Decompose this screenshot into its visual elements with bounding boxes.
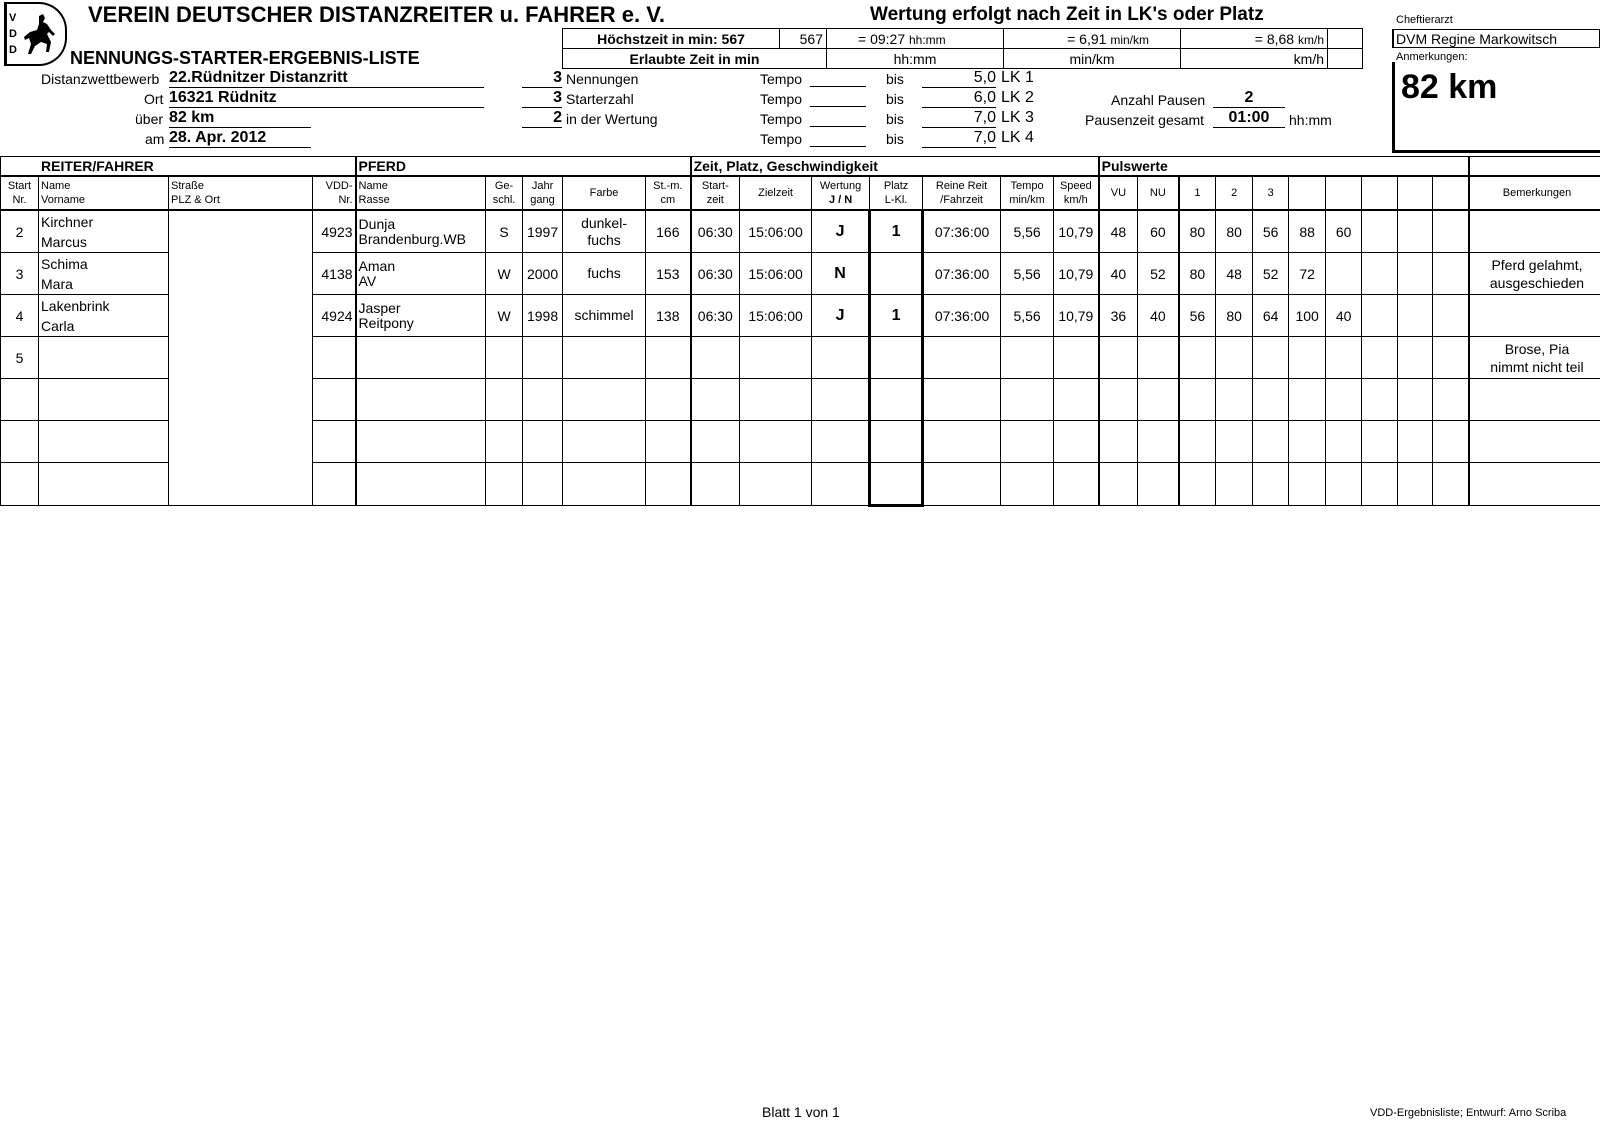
horse-color	[563, 463, 646, 506]
horse-year	[523, 463, 563, 506]
maxtime-hhmm: = 09:27	[858, 30, 906, 47]
col-strasse: Straße PLZ & Ort	[169, 176, 313, 210]
puls-cell	[1216, 463, 1253, 506]
horse-height: 138	[646, 295, 691, 337]
puls-cell	[1398, 295, 1433, 337]
puls-cell	[1398, 253, 1433, 295]
remarks: Brose, Pia nimmt nicht teil	[1469, 337, 1600, 379]
bewerb-value: 22.Rüdnitzer Distanzritt	[169, 69, 484, 88]
puls-cell: 60	[1138, 210, 1179, 253]
puls-cell	[1326, 337, 1362, 379]
finish-time	[740, 421, 812, 463]
ort-value: 16321 Rüdnitz	[169, 89, 484, 108]
vdd-nr: 4138	[313, 253, 356, 295]
col-puls-2: 2	[1216, 176, 1253, 210]
puls-cell	[1099, 337, 1138, 379]
puls-cell	[1398, 337, 1433, 379]
maxtime-table	[562, 28, 1363, 69]
start-nr	[1, 379, 39, 421]
bis-label: bis	[886, 71, 904, 87]
start-nr	[1, 421, 39, 463]
puls-cell: 40	[1099, 253, 1138, 295]
col-vu: VU	[1099, 176, 1138, 210]
tempo-value: 5,56	[1001, 210, 1054, 253]
remarks	[1469, 463, 1600, 506]
puls-cell	[1253, 337, 1289, 379]
tempo-value	[1001, 379, 1054, 421]
tempo-value	[1001, 463, 1054, 506]
speed-value	[1054, 379, 1099, 421]
riding-time	[923, 463, 1001, 506]
wertung-value	[812, 379, 870, 421]
vdd-nr: 4924	[313, 295, 356, 337]
bis-label: bis	[886, 131, 904, 147]
col-speed: Speed km/h	[1054, 176, 1099, 210]
unit-label: km/h	[1297, 32, 1324, 47]
puls-cell	[1253, 463, 1289, 506]
tempo-value	[1001, 421, 1054, 463]
col-stm: St.-m. cm	[646, 176, 691, 210]
puls-cell	[1179, 379, 1216, 421]
col-pferd-name: Name Rasse	[356, 176, 486, 210]
tempo-value	[1001, 337, 1054, 379]
horse-color	[563, 337, 646, 379]
puls-cell	[1362, 337, 1398, 379]
rider-name	[39, 379, 169, 421]
puls-cell: 60	[1326, 210, 1362, 253]
distance-value: 82 km	[1401, 68, 1498, 106]
puls-cell	[1099, 379, 1138, 421]
rider-name	[39, 337, 169, 379]
puls-cell	[1362, 210, 1398, 253]
horse-name	[356, 379, 486, 421]
remarks	[1469, 210, 1600, 253]
puls-cell	[1433, 337, 1469, 379]
puls-cell: 36	[1099, 295, 1138, 337]
puls-cell	[1138, 463, 1179, 506]
puls-cell: 72	[1289, 253, 1326, 295]
puls-cell	[1433, 463, 1469, 506]
puls-cell	[1433, 295, 1469, 337]
puls-cell	[1138, 379, 1179, 421]
platz-value	[870, 253, 923, 295]
start-nr: 4	[1, 295, 39, 337]
puls-cell	[1289, 337, 1326, 379]
unit-label: hh:mm	[827, 49, 1004, 69]
allowed-time-label: Erlaubte Zeit in min	[563, 49, 827, 69]
platz-value: 1	[870, 295, 923, 337]
maxtime-value: 567	[780, 29, 827, 49]
puls-cell	[1179, 463, 1216, 506]
puls-cell: 80	[1179, 210, 1216, 253]
horse-name: Jasper Reitpony	[356, 295, 486, 337]
start-time: 06:30	[691, 210, 740, 253]
horse-sex	[486, 463, 523, 506]
vdd-nr	[313, 379, 356, 421]
riding-time: 07:36:00	[923, 210, 1001, 253]
horse-color: schimmel	[563, 295, 646, 337]
puls-cell: 40	[1326, 295, 1362, 337]
horse-rider-icon	[21, 12, 59, 56]
count-label: Nennungen	[566, 71, 639, 87]
rider-name: Lakenbrink Carla	[39, 295, 169, 337]
col-puls-1: 1	[1179, 176, 1216, 210]
bewerb-label: Distanzwettbewerb	[41, 71, 160, 87]
riding-time: 07:36:00	[923, 253, 1001, 295]
puls-cell	[1138, 421, 1179, 463]
start-time	[691, 379, 740, 421]
puls-cell: 100	[1289, 295, 1326, 337]
puls-cell	[1099, 421, 1138, 463]
puls-cell	[1398, 421, 1433, 463]
rider-name: Schima Mara	[39, 253, 169, 295]
puls-cell	[1099, 463, 1138, 506]
horse-name	[356, 421, 486, 463]
col-platz: Platz L-Kl.	[870, 176, 923, 210]
speed-value	[1054, 337, 1099, 379]
bis-label: bis	[886, 91, 904, 107]
count-label: in der Wertung	[566, 111, 658, 127]
wertung-value: J	[812, 210, 870, 253]
distance-box	[1392, 62, 1600, 153]
start-nr: 5	[1, 337, 39, 379]
horse-sex: W	[486, 295, 523, 337]
puls-cell	[1289, 421, 1326, 463]
riding-time: 07:36:00	[923, 295, 1001, 337]
speed-value: 10,79	[1054, 295, 1099, 337]
tempo-label: Tempo	[760, 91, 803, 107]
horse-sex: S	[486, 210, 523, 253]
horse-name: Dunja Brandenburg.WB	[356, 210, 486, 253]
puls-cell: 52	[1138, 253, 1179, 295]
horse-name	[356, 463, 486, 506]
puls-cell	[1398, 463, 1433, 506]
logo-letter: D	[9, 44, 17, 56]
puls-cell: 80	[1216, 295, 1253, 337]
count-value: 3	[522, 89, 562, 108]
unit-label: hh:mm	[909, 32, 946, 47]
vdd-nr	[313, 421, 356, 463]
col-start: Start Nr.	[1, 176, 39, 210]
am-value: 28. Apr. 2012	[169, 129, 311, 148]
tempo-value: 7,0	[922, 129, 996, 148]
col-name: Name Vorname	[39, 176, 169, 210]
group-puls: Pulswerte	[1099, 157, 1469, 177]
puls-cell: 48	[1216, 253, 1253, 295]
col-zielzeit: Zielzeit	[740, 176, 812, 210]
maxtime-label: Höchstzeit in min: 567	[563, 29, 780, 49]
puls-cell	[1326, 253, 1362, 295]
remarks	[1469, 295, 1600, 337]
finish-time	[740, 463, 812, 506]
horse-height: 153	[646, 253, 691, 295]
results-table	[0, 156, 1600, 507]
tempo-value: 5,56	[1001, 253, 1054, 295]
lk-label: LK 3	[1001, 109, 1034, 126]
puls-cell: 40	[1138, 295, 1179, 337]
group-pferd: PFERD	[356, 157, 691, 177]
col-tempo: Tempo min/km	[1001, 176, 1054, 210]
col-wertung: Wertung J / N	[812, 176, 870, 210]
puls-cell	[1398, 379, 1433, 421]
puls-cell	[1362, 295, 1398, 337]
list-title: NENNUNGS-STARTER-ERGEBNIS-LISTE	[70, 48, 420, 68]
pausen-gesamt-value: 01:00	[1213, 109, 1285, 128]
pausen-unit: hh:mm	[1289, 112, 1332, 128]
table-row	[1, 210, 1600, 253]
pausen-anzahl-value: 2	[1213, 89, 1285, 108]
puls-cell	[1362, 421, 1398, 463]
puls-cell: 80	[1216, 210, 1253, 253]
remarks	[1469, 421, 1600, 463]
puls-cell	[1179, 337, 1216, 379]
lk-label: LK 4	[1001, 129, 1034, 146]
col-startzeit: Start- zeit	[691, 176, 740, 210]
vdd-logo	[4, 2, 67, 66]
horse-sex: W	[486, 253, 523, 295]
horse-height: 166	[646, 210, 691, 253]
horse-color: dunkel- fuchs	[563, 210, 646, 253]
riding-time	[923, 337, 1001, 379]
speed-value: 10,79	[1054, 210, 1099, 253]
wertung-value	[812, 421, 870, 463]
horse-sex	[486, 337, 523, 379]
tempo-label: Tempo	[760, 111, 803, 127]
horse-name: Aman AV	[356, 253, 486, 295]
col-geschl: Ge- schl.	[486, 176, 523, 210]
finish-time	[740, 379, 812, 421]
vdd-nr: 4923	[313, 210, 356, 253]
start-time: 06:30	[691, 295, 740, 337]
platz-value	[870, 421, 923, 463]
wertung-title: Wertung erfolgt nach Zeit in LK's oder Platz	[870, 4, 1264, 25]
tempo-value: 6,0	[922, 89, 996, 108]
unit-label: min/km	[1110, 32, 1149, 47]
footer-credit: VDD-Ergebnisliste; Entwurf: Arno Scriba	[1370, 1107, 1567, 1119]
puls-cell	[1253, 421, 1289, 463]
horse-sex	[486, 421, 523, 463]
bis-label: bis	[886, 111, 904, 127]
wertung-value	[812, 337, 870, 379]
puls-cell	[1362, 379, 1398, 421]
tempo-value: 5,56	[1001, 295, 1054, 337]
wertung-value: J	[812, 295, 870, 337]
finish-time: 15:06:00	[740, 253, 812, 295]
tempo-label: Tempo	[760, 131, 803, 147]
remarks: Pferd gelahmt, ausgeschieden	[1469, 253, 1600, 295]
start-nr: 2	[1, 210, 39, 253]
ueber-value: 82 km	[169, 109, 311, 128]
horse-height	[646, 463, 691, 506]
puls-cell	[1326, 463, 1362, 506]
horse-sex	[486, 379, 523, 421]
horse-color: fuchs	[563, 253, 646, 295]
horse-color	[563, 379, 646, 421]
puls-cell	[1362, 253, 1398, 295]
wertung-value	[812, 463, 870, 506]
logo-letter: V	[9, 12, 17, 24]
remarks	[1469, 379, 1600, 421]
puls-cell: 56	[1179, 295, 1216, 337]
puls-cell	[1326, 379, 1362, 421]
platz-value	[870, 337, 923, 379]
rider-name: Kirchner Marcus	[39, 210, 169, 253]
finish-time: 15:06:00	[740, 210, 812, 253]
rider-name	[39, 421, 169, 463]
riding-time	[923, 421, 1001, 463]
group-zeit: Zeit, Platz, Geschwindigkeit	[691, 157, 1099, 177]
puls-cell	[1289, 463, 1326, 506]
col-puls-3: 3	[1253, 176, 1289, 210]
puls-cell	[1326, 421, 1362, 463]
page-number: Blatt 1 von 1	[762, 1104, 840, 1120]
strasse-cell	[169, 210, 313, 506]
group-reiter: REITER/FAHRER	[1, 157, 356, 177]
horse-height	[646, 421, 691, 463]
puls-cell	[1216, 337, 1253, 379]
puls-cell	[1433, 379, 1469, 421]
puls-cell	[1433, 421, 1469, 463]
start-time	[691, 337, 740, 379]
vdd-nr	[313, 463, 356, 506]
lk-label: LK 2	[1001, 89, 1034, 106]
riding-time	[923, 379, 1001, 421]
ort-label: Ort	[144, 91, 164, 107]
logo-letter: D	[9, 28, 17, 40]
col-reine: Reine Reit /Fahrzeit	[923, 176, 1001, 210]
count-value: 2	[522, 109, 562, 128]
puls-cell	[1362, 463, 1398, 506]
puls-cell	[1433, 210, 1469, 253]
puls-cell	[1289, 379, 1326, 421]
horse-year	[523, 421, 563, 463]
maxtime-kmh: = 8,68	[1254, 30, 1295, 47]
rider-name	[39, 463, 169, 506]
puls-cell: 48	[1099, 210, 1138, 253]
horse-year: 1997	[523, 210, 563, 253]
start-time	[691, 463, 740, 506]
puls-cell: 52	[1253, 253, 1289, 295]
pausen-gesamt-label: Pausenzeit gesamt	[1085, 112, 1205, 128]
puls-cell: 88	[1289, 210, 1326, 253]
platz-value	[870, 463, 923, 506]
speed-value	[1054, 421, 1099, 463]
horse-year: 1998	[523, 295, 563, 337]
am-label: am	[145, 131, 165, 147]
puls-cell	[1433, 253, 1469, 295]
horse-name	[356, 337, 486, 379]
maxtime-minkm: = 6,91	[1067, 30, 1107, 47]
org-title: VEREIN DEUTSCHER DISTANZREITER u. FAHRER e. V.	[88, 2, 665, 27]
col-nu: NU	[1138, 176, 1179, 210]
platz-value: 1	[870, 210, 923, 253]
unit-label: min/km	[1004, 49, 1181, 69]
pausen-anzahl-label: Anzahl Pausen	[1111, 92, 1206, 108]
unit-label: km/h	[1181, 49, 1328, 69]
horse-year: 2000	[523, 253, 563, 295]
vet-label: Cheftierarzt	[1396, 14, 1453, 26]
puls-cell	[1138, 337, 1179, 379]
col-jahr: Jahr gang	[523, 176, 563, 210]
speed-value	[1054, 463, 1099, 506]
vdd-nr	[313, 337, 356, 379]
puls-cell: 56	[1253, 210, 1289, 253]
horse-year	[523, 379, 563, 421]
platz-value	[870, 379, 923, 421]
puls-cell: 64	[1253, 295, 1289, 337]
puls-cell: 80	[1179, 253, 1216, 295]
horse-year	[523, 337, 563, 379]
start-time	[691, 421, 740, 463]
puls-cell	[1216, 379, 1253, 421]
tempo-value: 7,0	[922, 109, 996, 128]
speed-value: 10,79	[1054, 253, 1099, 295]
puls-cell	[1253, 379, 1289, 421]
puls-cell	[1179, 421, 1216, 463]
count-value: 3	[522, 69, 562, 88]
wertung-value: N	[812, 253, 870, 295]
remarks-label: Anmerkungen:	[1396, 51, 1468, 63]
start-nr: 3	[1, 253, 39, 295]
col-bemerkungen: Bemerkungen	[1469, 176, 1600, 210]
ueber-label: über	[135, 111, 164, 127]
finish-time	[740, 337, 812, 379]
lk-label: LK 1	[1001, 69, 1034, 86]
col-farbe: Farbe	[563, 176, 646, 210]
start-time: 06:30	[691, 253, 740, 295]
puls-cell	[1216, 421, 1253, 463]
tempo-label: Tempo	[760, 71, 803, 87]
puls-cell	[1398, 210, 1433, 253]
count-label: Starterzahl	[566, 91, 634, 107]
tempo-value: 5,0	[922, 69, 996, 88]
horse-color	[563, 421, 646, 463]
start-nr	[1, 463, 39, 506]
col-vdd: VDD- Nr.	[313, 176, 356, 210]
horse-height	[646, 379, 691, 421]
horse-height	[646, 337, 691, 379]
finish-time: 15:06:00	[740, 295, 812, 337]
vet-name: DVM Regine Markowitsch	[1392, 29, 1600, 48]
